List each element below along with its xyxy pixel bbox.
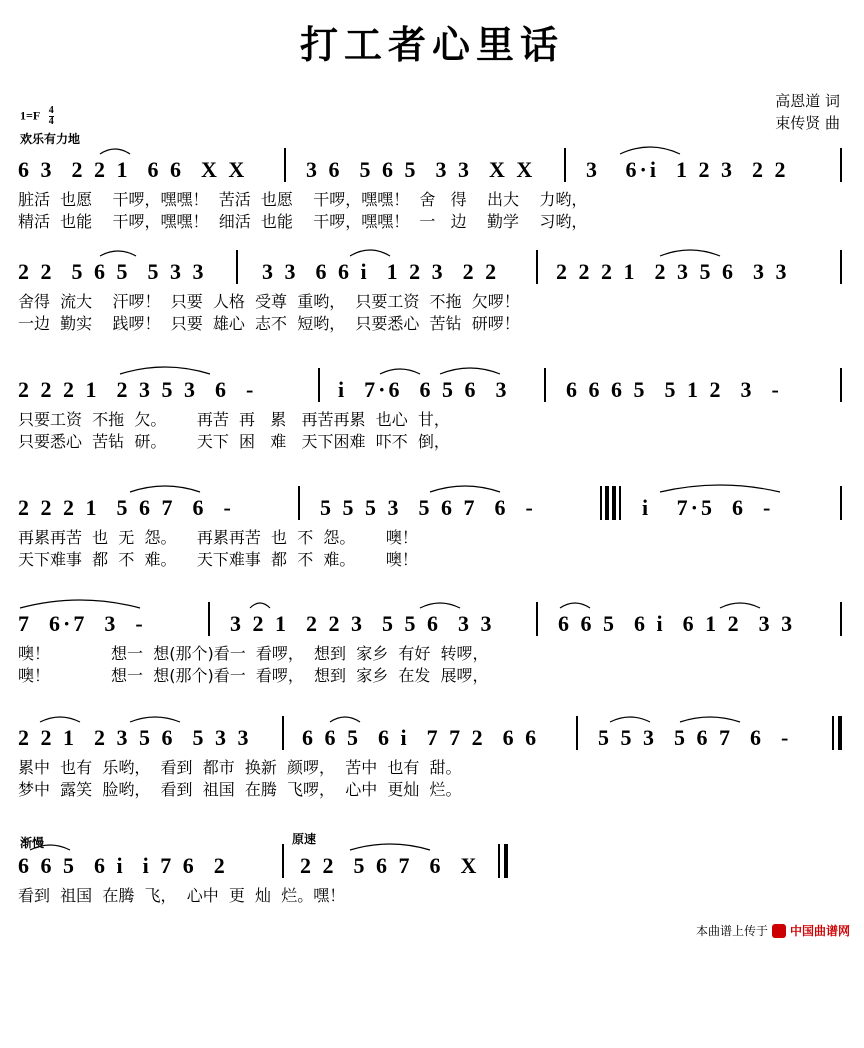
slur <box>660 250 720 256</box>
lyrics-verse-2: 精活 也能 干啰，嘿嘿！ 细活 也能 干啰，嘿嘿！ 一 边 勤学 习哟， <box>18 212 588 231</box>
slur <box>380 369 420 374</box>
barline <box>840 486 842 520</box>
notes-line <box>18 852 518 880</box>
tempo-marking: 欢乐有力地 <box>20 132 81 146</box>
measure: 2 2 2 1 2 3 5 3 6 - <box>18 377 257 402</box>
barline <box>576 716 578 750</box>
measure: 2 2 1 2 3 5 6 5 3 3 <box>18 725 252 750</box>
score-system-2 <box>18 258 846 338</box>
slur <box>620 147 680 154</box>
score-system-5 <box>18 610 846 690</box>
lyrics-verse-2: 天下难事 都 不 难。 天下难事 都 不 难。 噢！ <box>18 550 418 569</box>
measure: 3 2 1 2 2 3 5 5 6 3 3 <box>230 611 495 636</box>
slur <box>420 603 460 608</box>
footer-text: 本曲谱上传于 <box>695 924 768 938</box>
slur <box>660 485 780 492</box>
slur <box>720 603 760 608</box>
slur <box>250 603 270 608</box>
slur <box>330 717 360 722</box>
credits <box>775 90 840 134</box>
lyrics-verse-1: 舍得 流大 汗啰！ 只要 人格 受尊 重哟， 只要工资 不拖 欠啰！ <box>18 292 520 311</box>
slur <box>680 717 740 722</box>
barline <box>282 844 284 878</box>
measure: 2 2 2 1 2 3 5 6 3 3 <box>556 259 790 284</box>
final-barline-thick <box>504 844 508 878</box>
slur <box>120 367 210 374</box>
barline <box>840 602 842 636</box>
notes-line <box>18 376 846 404</box>
repeat-end-thick <box>605 486 609 520</box>
barline <box>564 148 566 182</box>
repeat-end-thick <box>838 716 842 750</box>
slur <box>130 486 200 492</box>
page-title: 打工者心里话 <box>299 22 564 67</box>
slur <box>100 149 130 154</box>
lyrics-verse-2: 只要悉心 苦钻 研。 天下 困 难 天下困难 吓不 倒， <box>18 432 450 451</box>
footer-credit <box>696 922 850 939</box>
measure: 3 6 5 6 5 3 3 X X <box>306 157 536 182</box>
measure: 2 2 2 1 5 6 7 6 - <box>18 495 234 520</box>
final-barline <box>498 844 500 878</box>
slur <box>610 717 650 722</box>
tempo-slow: 渐慢 <box>20 836 45 850</box>
lyrics-verse-1: 看到 祖国 在腾 飞， 心中 更 灿 烂。嘿！ <box>18 886 346 905</box>
barline <box>236 250 238 284</box>
measure: 2 2 5 6 5 5 3 3 <box>18 259 207 284</box>
barline <box>298 486 300 520</box>
lyrics-verse-1: 再累再苦 也 无 怨。 再累再苦 也 不 怨。 噢！ <box>18 528 418 547</box>
notes-line <box>18 724 846 752</box>
measure: 6 6 6 5 5 1 2 3 - <box>566 377 782 402</box>
composer: 束传贤 曲 <box>775 114 840 132</box>
slur <box>100 251 136 256</box>
repeat-start-thick <box>612 486 616 520</box>
measure: 6 3 2 2 1 6 6 X X <box>18 157 248 182</box>
slur <box>130 717 180 722</box>
barline <box>536 602 538 636</box>
score-system-6 <box>18 724 846 804</box>
slur <box>560 603 590 608</box>
site-logo-icon <box>772 924 786 938</box>
key-label: 1=F <box>20 108 40 123</box>
lyrics-verse-2: 梦中 露笑 脸哟， 看到 祖国 在腾 飞啰， 心中 更灿 烂。 <box>18 780 462 799</box>
measure: 7 6·7 3 - <box>18 611 146 636</box>
time-denominator: 4 <box>48 116 54 127</box>
measure: 6 6 5 6 i 7 7 2 6 6 <box>302 725 540 750</box>
barline <box>318 368 320 402</box>
measure: 3 3 6 6 i 1 2 3 2 2 <box>262 259 500 284</box>
repeat-end <box>832 716 834 750</box>
notes-line <box>18 494 846 522</box>
slur <box>440 368 500 374</box>
tempo-original: 原速 <box>292 832 317 846</box>
barline <box>840 148 842 182</box>
slur <box>430 486 500 492</box>
score-system-1 <box>18 156 846 236</box>
repeat-end <box>600 486 602 520</box>
score-system-7 <box>18 852 518 912</box>
measure: i 7·5 6 - <box>642 495 774 520</box>
barline <box>536 250 538 284</box>
key-signature <box>20 106 54 127</box>
barline <box>544 368 546 402</box>
lyrics-verse-2: 噢！ 想一 想(那个)看一 看啰， 想到 家乡 在发 展啰， <box>18 666 489 685</box>
measure: i 7·6 6 5 6 3 <box>338 377 510 402</box>
barline <box>840 250 842 284</box>
measure: 3 6·i 1 2 3 2 2 <box>586 157 789 182</box>
lyrics-verse-1: 只要工资 不拖 欠。 再苦 再 累 再苦再累 也心 甘， <box>18 410 450 429</box>
slur <box>350 250 390 256</box>
slur <box>350 844 430 850</box>
score-system-4 <box>18 494 846 574</box>
measure: 5 5 3 5 6 7 6 - <box>598 725 792 750</box>
notes-line <box>18 610 846 638</box>
lyricist: 高恩道 词 <box>775 92 840 110</box>
lyrics-verse-1: 脏活 也愿 干啰，嘿嘿！ 苦活 也愿 干啰，嘿嘿！ 舍 得 出大 力哟， <box>18 190 588 209</box>
lyrics-verse-1: 累中 也有 乐哟， 看到 都市 换新 颜啰， 苦中 也有 甜。 <box>18 758 462 777</box>
score-system-3 <box>18 376 846 456</box>
notes-line <box>18 156 846 184</box>
measure: 6 6 5 6 i i 7 6 2 <box>18 853 228 878</box>
lyrics-verse-1: 噢！ 想一 想(那个)看一 看啰， 想到 家乡 有好 转啰， <box>18 644 489 663</box>
barline <box>208 602 210 636</box>
barline <box>840 368 842 402</box>
time-numerator: 4 <box>48 105 54 116</box>
barline <box>282 716 284 750</box>
time-signature <box>49 106 54 127</box>
measure: 5 5 5 3 5 6 7 6 - <box>320 495 536 520</box>
measure: 6 6 5 6 i 6 1 2 3 3 <box>558 611 796 636</box>
repeat-start <box>619 486 621 520</box>
notes-line <box>18 258 846 286</box>
site-name[interactable]: 中国曲谱网 <box>789 924 850 938</box>
lyrics-verse-2: 一边 勤实 践啰！ 只要 雄心 志不 短哟， 只要悉心 苦钻 研啰！ <box>18 314 520 333</box>
barline <box>284 148 286 182</box>
measure: 2 2 5 6 7 6 X <box>300 853 480 878</box>
